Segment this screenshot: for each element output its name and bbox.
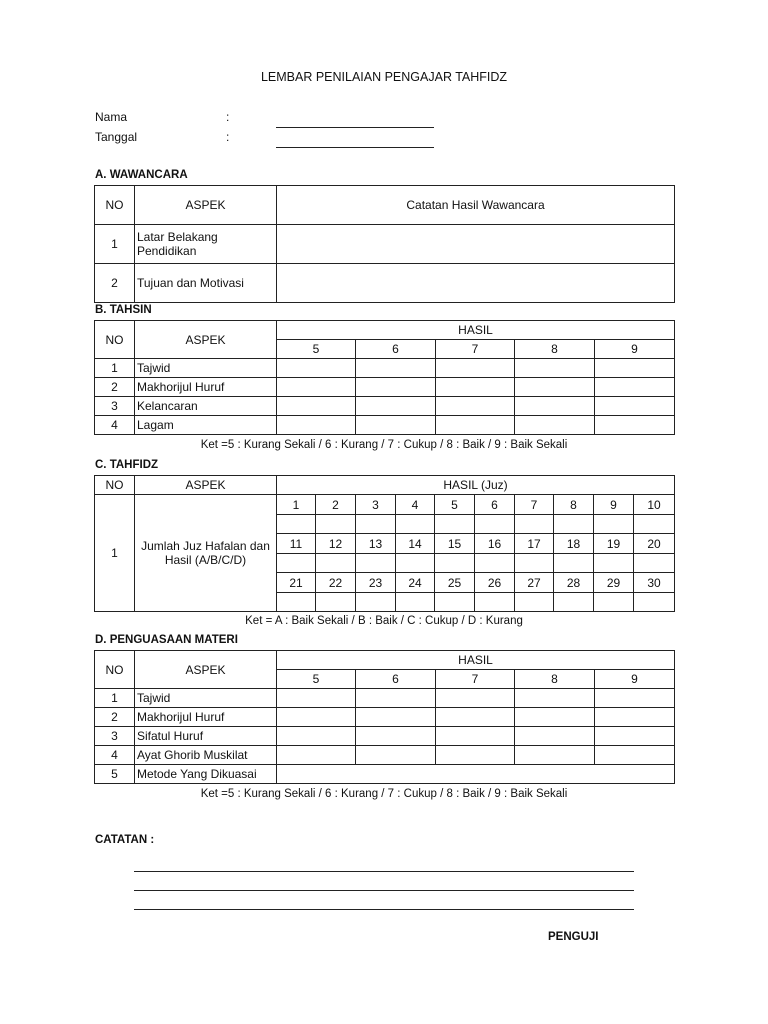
- score-cell[interactable]: [277, 708, 356, 727]
- score-cell[interactable]: [277, 416, 356, 435]
- score-cell[interactable]: [595, 397, 675, 416]
- juz-number: 23: [356, 573, 396, 593]
- col-hasil-header: HASIL: [277, 321, 675, 340]
- score-cell[interactable]: [436, 397, 515, 416]
- table-row: [95, 708, 675, 727]
- table-row: [95, 746, 675, 765]
- score-cell[interactable]: [595, 689, 675, 708]
- score-cell[interactable]: [595, 416, 675, 435]
- juz-number: 8: [554, 495, 594, 515]
- juz-result-cell[interactable]: [554, 554, 594, 573]
- juz-number: 22: [316, 573, 356, 593]
- table-row: [95, 416, 675, 435]
- juz-number: 14: [396, 534, 435, 554]
- row-aspek: Sifatul Huruf: [135, 727, 277, 746]
- table-row: [95, 765, 675, 784]
- score-header: 6: [356, 340, 436, 359]
- score-header: 9: [595, 340, 675, 359]
- score-cell[interactable]: [277, 727, 356, 746]
- score-cell[interactable]: [277, 378, 356, 397]
- juz-result-cell[interactable]: [396, 554, 435, 573]
- juz-number: 28: [554, 573, 594, 593]
- score-cell[interactable]: [595, 727, 675, 746]
- page-title: LEMBAR PENILAIAN PENGAJAR TAHFIDZ: [260, 70, 508, 84]
- row-no: 3: [95, 727, 135, 746]
- juz-result-cell[interactable]: [634, 515, 675, 534]
- juz-number: 15: [435, 534, 475, 554]
- juz-result-cell[interactable]: [594, 515, 634, 534]
- score-header: 8: [515, 340, 595, 359]
- score-cell[interactable]: [436, 416, 515, 435]
- juz-result-cell[interactable]: [634, 593, 675, 612]
- juz-number: 26: [475, 573, 515, 593]
- juz-result-cell[interactable]: [515, 515, 554, 534]
- score-cell[interactable]: [356, 689, 436, 708]
- table-row: [95, 225, 675, 264]
- score-cell[interactable]: [356, 727, 436, 746]
- row-aspek: Makhorijul Huruf: [135, 378, 277, 397]
- score-cell[interactable]: [277, 689, 356, 708]
- juz-number: 6: [475, 495, 515, 515]
- row-no: 1: [95, 689, 135, 708]
- score-cell[interactable]: [515, 378, 595, 397]
- score-header: 5: [277, 340, 356, 359]
- metode-cell[interactable]: [277, 765, 675, 784]
- penguji-label: PENGUJI: [548, 931, 599, 943]
- tahfidz-table: [94, 475, 675, 612]
- score-cell[interactable]: [436, 746, 515, 765]
- score-cell[interactable]: [595, 359, 675, 378]
- score-cell[interactable]: [436, 359, 515, 378]
- juz-number: 17: [515, 534, 554, 554]
- juz-number: 4: [396, 495, 435, 515]
- juz-result-cell[interactable]: [435, 593, 475, 612]
- juz-number: 20: [634, 534, 675, 554]
- score-cell[interactable]: [356, 359, 436, 378]
- score-cell[interactable]: [356, 708, 436, 727]
- col-aspek-header: ASPEK: [135, 321, 277, 359]
- juz-result-cell[interactable]: [435, 515, 475, 534]
- tahsin-legend: Ket =5 : Kurang Sekali / 6 : Kurang / 7 : Cukup / 8 : Baik / 9 : Baik Sekali: [200, 439, 568, 451]
- score-cell[interactable]: [436, 727, 515, 746]
- score-cell[interactable]: [277, 359, 356, 378]
- juz-number: 11: [277, 534, 316, 554]
- table-row: [95, 397, 675, 416]
- nama-label: Nama: [95, 110, 128, 124]
- juz-result-cell[interactable]: [594, 593, 634, 612]
- juz-number: 19: [594, 534, 634, 554]
- score-cell[interactable]: [515, 689, 595, 708]
- juz-number: 2: [316, 495, 356, 515]
- row-aspek: Lagam: [135, 416, 277, 435]
- col-no-header: NO: [95, 476, 135, 495]
- row-aspek: Kelancaran: [135, 397, 277, 416]
- col-aspek-header: ASPEK: [135, 186, 277, 225]
- score-cell[interactable]: [515, 746, 595, 765]
- juz-result-cell[interactable]: [316, 593, 356, 612]
- juz-result-cell[interactable]: [554, 515, 594, 534]
- row-no: 2: [95, 378, 135, 397]
- row-aspek: Tajwid: [135, 359, 277, 378]
- juz-result-cell[interactable]: [356, 515, 396, 534]
- juz-number: 18: [554, 534, 594, 554]
- tahsin-table: [94, 320, 675, 435]
- score-header: 6: [356, 670, 436, 689]
- col-hasil-header: HASIL: [277, 651, 675, 670]
- row-no: 3: [95, 397, 135, 416]
- juz-result-cell[interactable]: [594, 554, 634, 573]
- juz-result-cell[interactable]: [475, 593, 515, 612]
- table-row: [95, 378, 675, 397]
- penguasaan-legend: Ket =5 : Kurang Sekali / 6 : Kurang / 7 : Cukup / 8 : Baik / 9 : Baik Sekali: [200, 788, 568, 800]
- col-aspek-header: ASPEK: [135, 476, 277, 495]
- section-c-heading: C. TAHFIDZ: [95, 459, 159, 471]
- juz-result-cell[interactable]: [634, 554, 675, 573]
- juz-number: 1: [277, 495, 316, 515]
- score-cell[interactable]: [595, 708, 675, 727]
- col-aspek-header: ASPEK: [135, 651, 277, 689]
- col-no-header: NO: [95, 651, 135, 689]
- section-a-heading: A. WAWANCARA: [95, 169, 188, 181]
- juz-number: 24: [396, 573, 435, 593]
- juz-number: 5: [435, 495, 475, 515]
- col-catatan-header: Catatan Hasil Wawancara: [277, 186, 675, 225]
- score-cell[interactable]: [356, 416, 436, 435]
- tanggal-field[interactable]: [276, 147, 434, 148]
- section-b-heading: B. TAHSIN: [95, 304, 152, 316]
- tanggal-colon: :: [226, 130, 230, 144]
- juz-number: 3: [356, 495, 396, 515]
- score-cell[interactable]: [515, 359, 595, 378]
- row-no: 4: [95, 416, 135, 435]
- catatan-line[interactable]: [134, 909, 634, 910]
- score-header: 5: [277, 670, 356, 689]
- score-header: 9: [595, 670, 675, 689]
- score-cell[interactable]: [356, 378, 436, 397]
- score-cell[interactable]: [515, 416, 595, 435]
- juz-result-cell[interactable]: [554, 593, 594, 612]
- row-no: 2: [95, 264, 135, 303]
- catatan-cell[interactable]: [277, 225, 675, 264]
- juz-number: 21: [277, 573, 316, 593]
- tahfidz-legend: Ket = A : Baik Sekali / B : Baik / C : Cukup / D : Kurang: [245, 615, 523, 627]
- row-aspek: Latar Belakang Pendidikan: [135, 225, 277, 264]
- juz-number: 7: [515, 495, 554, 515]
- table-row: [95, 264, 675, 303]
- juz-number: 27: [515, 573, 554, 593]
- score-cell[interactable]: [277, 397, 356, 416]
- score-cell[interactable]: [595, 746, 675, 765]
- row-aspek: Tajwid: [135, 689, 277, 708]
- row-no: 1: [95, 359, 135, 378]
- col-no-header: NO: [95, 186, 135, 225]
- row-no: 5: [95, 765, 135, 784]
- row-aspek: Tujuan dan Motivasi: [135, 264, 277, 303]
- row-aspek: Jumlah Juz Hafalan dan Hasil (A/B/C/D): [135, 495, 277, 612]
- col-hasil-header: HASIL (Juz): [277, 476, 675, 495]
- score-cell[interactable]: [436, 378, 515, 397]
- col-no-header: NO: [95, 321, 135, 359]
- nama-colon: :: [226, 110, 230, 124]
- juz-result-cell[interactable]: [396, 515, 435, 534]
- row-aspek: Ayat Ghorib Muskilat: [135, 746, 277, 765]
- juz-number: 25: [435, 573, 475, 593]
- tanggal-label: Tanggal: [95, 130, 138, 144]
- catatan-cell[interactable]: [277, 264, 675, 303]
- score-cell[interactable]: [356, 746, 436, 765]
- juz-result-cell[interactable]: [515, 554, 554, 573]
- score-header: 7: [436, 670, 515, 689]
- score-cell[interactable]: [515, 727, 595, 746]
- score-cell[interactable]: [595, 378, 675, 397]
- row-no: 4: [95, 746, 135, 765]
- juz-result-cell[interactable]: [277, 554, 316, 573]
- juz-number: 12: [316, 534, 356, 554]
- row-aspek: Metode Yang Dikuasai: [135, 765, 277, 784]
- juz-result-cell[interactable]: [435, 554, 475, 573]
- juz-result-cell[interactable]: [316, 554, 356, 573]
- row-no: 1: [95, 495, 135, 612]
- juz-result-cell[interactable]: [356, 554, 396, 573]
- juz-result-cell[interactable]: [515, 593, 554, 612]
- juz-number: 30: [634, 573, 675, 593]
- juz-number: 10: [634, 495, 675, 515]
- juz-result-cell[interactable]: [475, 515, 515, 534]
- juz-result-cell[interactable]: [277, 593, 316, 612]
- penguasaan-table: [94, 650, 675, 784]
- catatan-line[interactable]: [134, 871, 634, 872]
- juz-number: 29: [594, 573, 634, 593]
- juz-result-cell[interactable]: [475, 554, 515, 573]
- wawancara-table: [94, 185, 675, 303]
- score-header: 7: [436, 340, 515, 359]
- row-no: 1: [95, 225, 135, 264]
- catatan-label: CATATAN :: [95, 834, 155, 846]
- score-header: 8: [515, 670, 595, 689]
- score-cell[interactable]: [515, 708, 595, 727]
- score-cell[interactable]: [277, 746, 356, 765]
- row-aspek: Makhorijul Huruf: [135, 708, 277, 727]
- score-cell[interactable]: [436, 708, 515, 727]
- row-no: 2: [95, 708, 135, 727]
- table-row: [95, 727, 675, 746]
- juz-number: 16: [475, 534, 515, 554]
- score-cell[interactable]: [356, 397, 436, 416]
- score-cell[interactable]: [436, 689, 515, 708]
- section-d-heading: D. PENGUASAAN MATERI: [95, 634, 238, 646]
- score-cell[interactable]: [515, 397, 595, 416]
- nama-field[interactable]: [276, 127, 434, 128]
- juz-result-cell[interactable]: [316, 515, 356, 534]
- juz-number: 13: [356, 534, 396, 554]
- juz-result-cell[interactable]: [277, 515, 316, 534]
- table-row: [95, 359, 675, 378]
- juz-result-cell[interactable]: [356, 593, 396, 612]
- juz-number: 9: [594, 495, 634, 515]
- table-row: [95, 689, 675, 708]
- juz-result-cell[interactable]: [396, 593, 435, 612]
- catatan-line[interactable]: [134, 890, 634, 891]
